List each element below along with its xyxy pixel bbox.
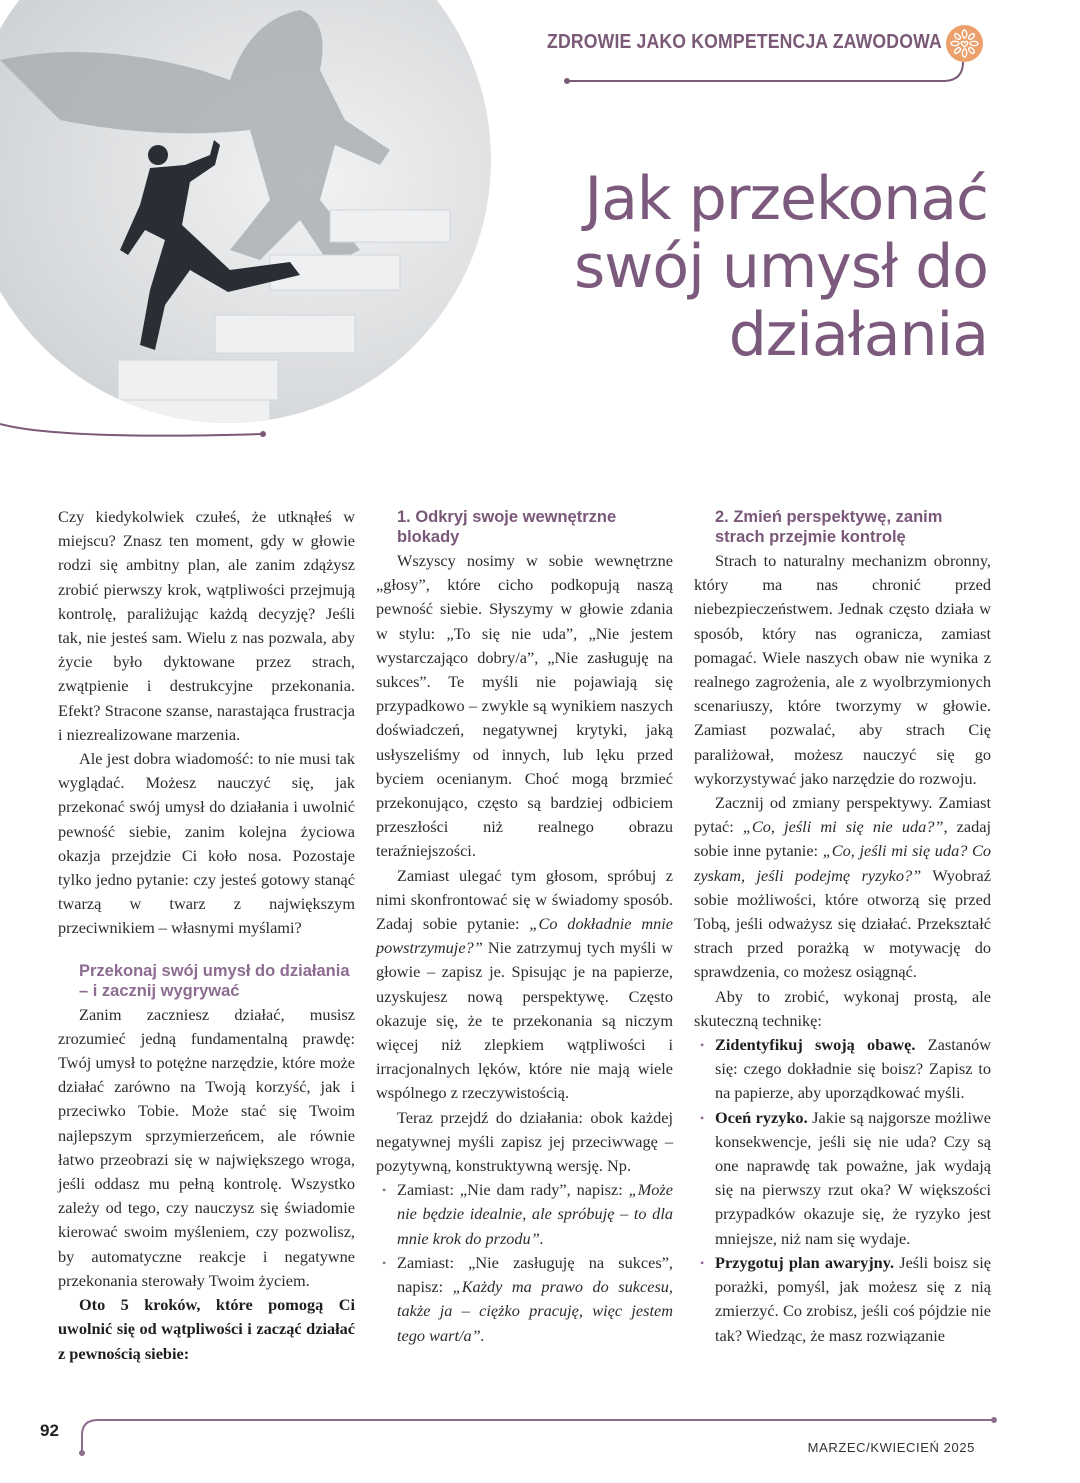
italic-text: „Co dokładnie mnie powstrzymuje?” (376, 914, 673, 958)
issue-date: MARZEC/KWIECIEŃ 2025 (807, 1440, 975, 1455)
page-number: 92 (40, 1421, 59, 1440)
header-rule (567, 62, 963, 81)
paragraph (694, 985, 991, 1033)
italic-text: „Każdy ma prawo do sukcesu, także ja – ciężko pracuję, więc jestem tego wart/a”. (397, 1277, 673, 1345)
bullet-item (694, 1033, 991, 1106)
text-run: Jeśli boisz się porażki, pomyśl, jak możesz się z nią zmierzyć. Co zrobisz, jeśli coś pójdzie nie tak? Wiedząc, że masz rozwiązanie (715, 1252, 992, 1345)
text-run: Czy kiedykolwiek czułeś, że utknąłeś w miejscu? Znasz ten moment, gdy w głowie rodzi się ambitny plan, ale zanim zdążysz zrobić pierwszy krok, wątpliwości przejmują kontrolę, paraliżując każdą decyzję? Jeśli tak, nie jesteś sam. Wielu z nas pozwala, aby życie było dyktowane przez strach, zwątpienie i destrukcyjne przekonania. Efekt? Stracone szanse, narastająca frustracja i niezrealizowane marzenia. (58, 507, 355, 744)
title-line: swój umysł do (574, 232, 988, 302)
header-rule-dot (564, 78, 570, 84)
article-title (574, 165, 988, 369)
bullet-item (376, 1178, 673, 1251)
bold-text: Zidentyfikuj swoją obawę. (715, 1035, 916, 1055)
paragraph (58, 1003, 355, 1293)
italic-text: „Może nie będzie idealnie, ale spróbuję – to dla mnie krok do przodu”. (397, 1180, 673, 1248)
text-run: Ale jest dobra wiadomość: to nie musi tak wyglądać. Możesz nauczyć się, jak przekonać swój umysł do działania i uwolnić pewność siebie, zanim kolejna życiowa okazja przejdzie Ci koło nosa. Pozostaje tylko jedno pytanie: czy jesteś gotowy stanąć twarzą w twarz z największym przeciwnikiem – własnymi myślami? (58, 749, 355, 938)
section-heading: 1. Odkryj swoje wewnętrzne blokady (397, 508, 617, 546)
paragraph (694, 549, 991, 791)
text-run: Aby to zrobić, wykonaj prostą, ale skuteczną technikę: (694, 986, 991, 1030)
bullet-item (376, 1251, 673, 1348)
hero-photo (0, 0, 560, 450)
article-column-2 (376, 505, 673, 1348)
paragraph (58, 747, 355, 941)
paragraph (376, 1106, 673, 1179)
paragraph (694, 791, 991, 985)
text-run: Zamiast ulegać tym głosom, spróbuj z nimi skonfrontować się w świadomy sposób. Zadaj sobie pytanie: (376, 865, 673, 934)
section-label: ZDROWIE JAKO KOMPETENCJA ZAWODOWA (547, 30, 942, 53)
footer-rule-dot-right (991, 1417, 997, 1423)
bullet-item (694, 1106, 991, 1251)
text-run: Wyobraź sobie możliwości, które otworzą się przed Tobą, jeśli odważysz się działać. Przekształć strach przed porażką w motywację do sprawdzenia, co możesz osiągnąć. (694, 865, 991, 982)
title-line: działania (728, 300, 988, 370)
footer-rule-dot-left (79, 1450, 85, 1456)
text-run: , zadaj sobie inne pytanie: (694, 817, 991, 861)
bullet-item (694, 1251, 991, 1348)
bold-text: Przygotuj plan awaryjny. (715, 1252, 895, 1272)
section-heading: Przekonaj swój umysł do działania – i zacznij wygrywać (79, 961, 350, 1000)
italic-text: „Co, jeśli mi się nie uda?” (742, 817, 944, 837)
paragraph (58, 1293, 355, 1366)
text-run: Zamiast: „Nie zasługuję na sukces”, napisz: (397, 1252, 673, 1297)
text-run: Nie zatrzymuj tych myśli w głowie – zapisz je. Spisując je na papierze, uzyskujesz nową perspektywę. Często okazuje się, że te przekonania są niczym więcej niż zlepkiem wątpliwości i irracjonalnych lęków, które nie mają wiele wspólnego z rzeczywistością. (376, 938, 673, 1103)
article-column-3 (694, 505, 991, 1348)
italic-text: „Co, jeśli mi się uda? Co zyskam, jeśli podejmę ryzyko?” (694, 841, 991, 885)
bold-text: Oto 5 kroków, które pomogą Ci uwolnić się od wątpliwości i zacząć działać z pewnością siebie: (58, 1295, 355, 1363)
title-line: Jak przekonać (584, 164, 988, 234)
text-run: Zastanów się: czego dokładnie się boisz? Zapisz to na papierze, aby uporządkować myśli. (715, 1035, 991, 1103)
text-run: Zacznij od zmiany perspektywy. Zamiast pytać: (694, 793, 991, 837)
article-column-1 (58, 505, 355, 1366)
text-run: Jakie są najgorsze możliwe konsekwencje, jeśli się nie uda? Czy są one naprawdę tak poważne, jak wydają się na pierwszy rzut oka? W większości przypadków okazuje się, że ryzyko jest mniejsze, niż nam się wydaje. (715, 1107, 991, 1248)
text-run: Zamiast: „Nie dam rady”, napisz: (397, 1180, 629, 1200)
bold-text: Oceń ryzyko. (715, 1107, 808, 1127)
paragraph (376, 864, 673, 1106)
text-run: Teraz przejdź do działania: obok każdej negatywnej myśli zapisz jej przeciwwagę – pozytywną, konstruktywną wersję. Np. (376, 1107, 673, 1176)
text-run: Strach to naturalny mechanizm obronny, który ma nas chronić przed niebezpieczeństwem. Jednak często działa w sposób, który nas ogranicza, zamiast pomagać. Wiele naszych obaw nie wynika z realnego zagrożenia, ale z wyolbrzymionych scenariuszy, które tworzymy w głowie. Zamiast pozwalać, aby strach Cię paraliżował, możesz nauczyć się go wykorzystywać jako narzędzie do rozwoju. (694, 551, 991, 788)
text-run: Wszyscy nosimy w sobie wewnętrzne „głosy”, które cicho podkopują naszą pewność siebie. Słyszymy w głowie zdania w stylu: „To się nie uda”, „Nie jestem wystarczająco dobry/a”, „Nie zasługuję na sukces”. Te myśli nie pojawiają się przypadkowo – zwykle są wynikiem naszych doświadczeń, negatywnej krytyki, jaką usłyszeliśmy od innych, lub lęku przed byciem ocenianym. Choć mogą brzmieć przekonująco, często są bardziej odbiciem przeszłości niż realnego obrazu teraźniejszości. (376, 551, 673, 861)
paragraph (376, 549, 673, 864)
section-heading: 2. Zmień perspektywę, zanim strach przejmie kontrolę (715, 508, 943, 546)
paragraph (58, 505, 355, 747)
text-run: Zanim zaczniesz działać, musisz zrozumieć jedną fundamentalną prawdę: Twój umysł to potężne narzędzie, które może działać zarówno na Twoją korzyść, jak i przeciwko Tobie. Może stać się Twoim najlepszym sprzymierzeńcem, ale równie łatwo przeobrazi się w największego wroga, jeśli oddasz mu pełną kontrolę. Wszystko zależy od tego, czy nauczysz się świadomie kierować swoim myśleniem, czy pozwolisz, by automatyczne reakcje i negatywne przekonania sterowały Twoim życiem. (58, 1004, 355, 1290)
flower-heart-icon (946, 25, 983, 62)
